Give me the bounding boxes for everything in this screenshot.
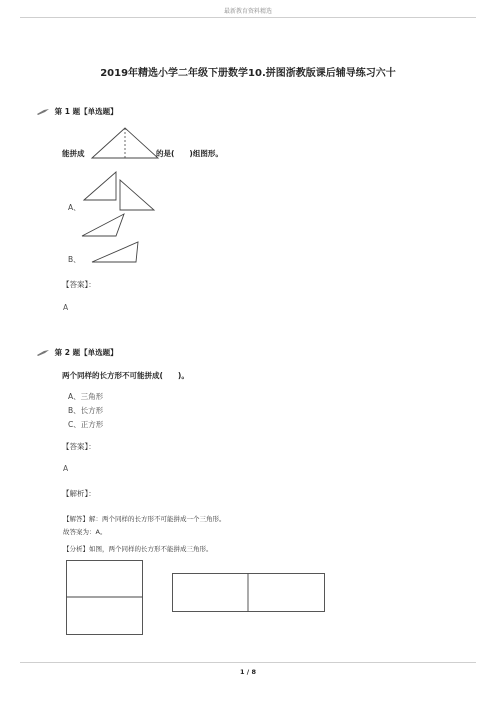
- question-2-explanation-2: 故答案为：A。: [63, 528, 107, 536]
- header-divider: [20, 17, 476, 18]
- question-1-stem-prefix: 能拼成: [62, 149, 85, 158]
- option-a-triangles: [82, 170, 156, 214]
- stacked-rectangles-figure: [66, 560, 144, 636]
- pen-icon: [36, 349, 50, 357]
- side-by-side-rectangles-figure: [172, 573, 326, 613]
- question-2-analysis-label: 【解析】：: [62, 489, 96, 498]
- question-2-heading: [36, 347, 118, 358]
- question-1-stem-suffix: 的是( )组图形。: [156, 149, 223, 158]
- document-title: 2019年精选小学二年级下册数学10.拼图浙教版课后辅导练习六十: [100, 68, 396, 79]
- question-2-explanation-1: 【解答】解：两个同样的长方形不可能拼成一个三角形。: [63, 515, 226, 523]
- option-b-label[interactable]: B、: [68, 255, 81, 264]
- page-number: 1 / 8: [240, 668, 256, 676]
- pen-icon: [36, 108, 50, 116]
- question-1-answer: A: [63, 303, 69, 312]
- question-2-answer: A: [63, 464, 69, 473]
- question-1-answer-label: 【答案】：: [62, 280, 96, 289]
- question-2-option-c[interactable]: C、正方形: [68, 420, 104, 429]
- question-2-label: 第 2 题【单选题】: [54, 348, 118, 357]
- question-1-label: 第 1 题【单选题】: [54, 107, 118, 116]
- page-header: 最新教育资料精选: [223, 8, 272, 15]
- question-2-explanation-3: 【分析】如图，两个同样的长方形不能拼成三角形。: [63, 545, 213, 553]
- question-2-stem: 两个同样的长方形不可能拼成( )。: [62, 371, 189, 380]
- option-a-label[interactable]: A、: [68, 203, 81, 212]
- option-b-triangles: [80, 212, 142, 264]
- question-2-option-a[interactable]: A、三角形: [68, 392, 104, 401]
- question-1-target-triangle: [90, 126, 160, 160]
- footer-divider: [20, 662, 476, 663]
- question-2-answer-label: 【答案】：: [62, 442, 96, 451]
- question-1-heading: [36, 106, 118, 117]
- question-2-option-b[interactable]: B、长方形: [68, 406, 104, 415]
